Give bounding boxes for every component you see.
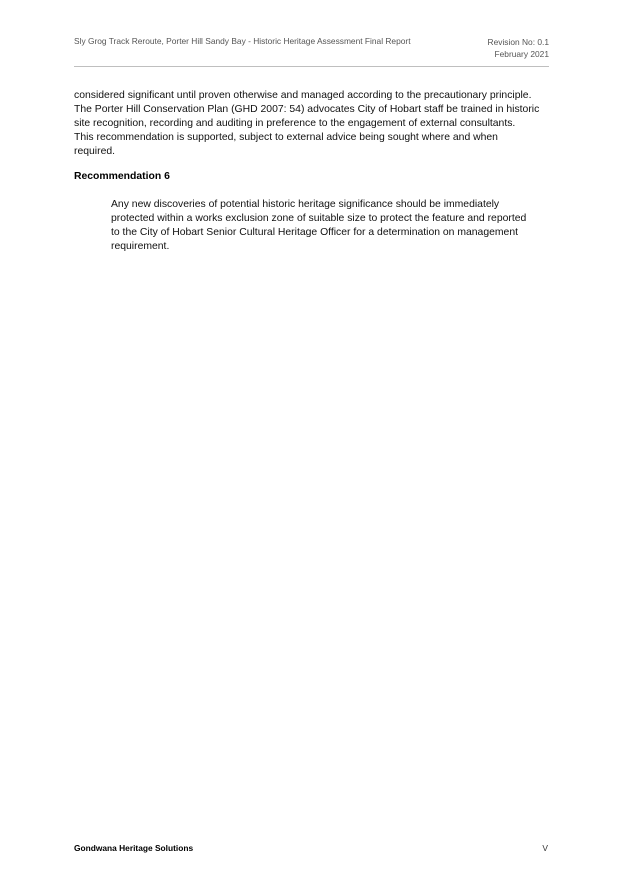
revision-block bbox=[488, 36, 549, 60]
paragraph-line: required. bbox=[74, 146, 116, 157]
recommendation-line: Any new discoveries of potential historic heritage significance should be immediately bbox=[111, 199, 500, 210]
page-number: V bbox=[542, 843, 548, 853]
paragraph-line: considered significant until proven otherwise and managed according to the precautionary principle. bbox=[74, 90, 532, 101]
recommendation-heading: Recommendation 6 bbox=[74, 171, 170, 182]
paragraph-line: The Porter Hill Conservation Plan (GHD 2007: 54) advocates City of Hobart staff be trained in historic bbox=[74, 104, 540, 115]
revision-number: Revision No: 0.1 bbox=[487, 37, 549, 47]
recommendation-line: requirement. bbox=[111, 241, 170, 252]
recommendation-text bbox=[111, 198, 549, 254]
footer-company: Gondwana Heritage Solutions bbox=[74, 843, 194, 853]
report-title: Sly Grog Track Reroute, Porter Hill Sandy Bay - Historic Heritage Assessment Final Report bbox=[74, 36, 411, 46]
page-header bbox=[74, 34, 549, 67]
recommendation-line: protected within a works exclusion zone of suitable size to protect the feature and reported bbox=[111, 213, 527, 224]
paragraph-line: This recommendation is supported, subject to external advice being sought where and when bbox=[74, 132, 498, 143]
recommendation-line: to the City of Hobart Senior Cultural Heritage Officer for a determination on management bbox=[111, 227, 518, 238]
revision-date: February 2021 bbox=[494, 49, 549, 59]
body-paragraph bbox=[74, 89, 552, 159]
paragraph-line: site recognition, recording and auditing in preference to the engagement of external consultants. bbox=[74, 118, 516, 129]
